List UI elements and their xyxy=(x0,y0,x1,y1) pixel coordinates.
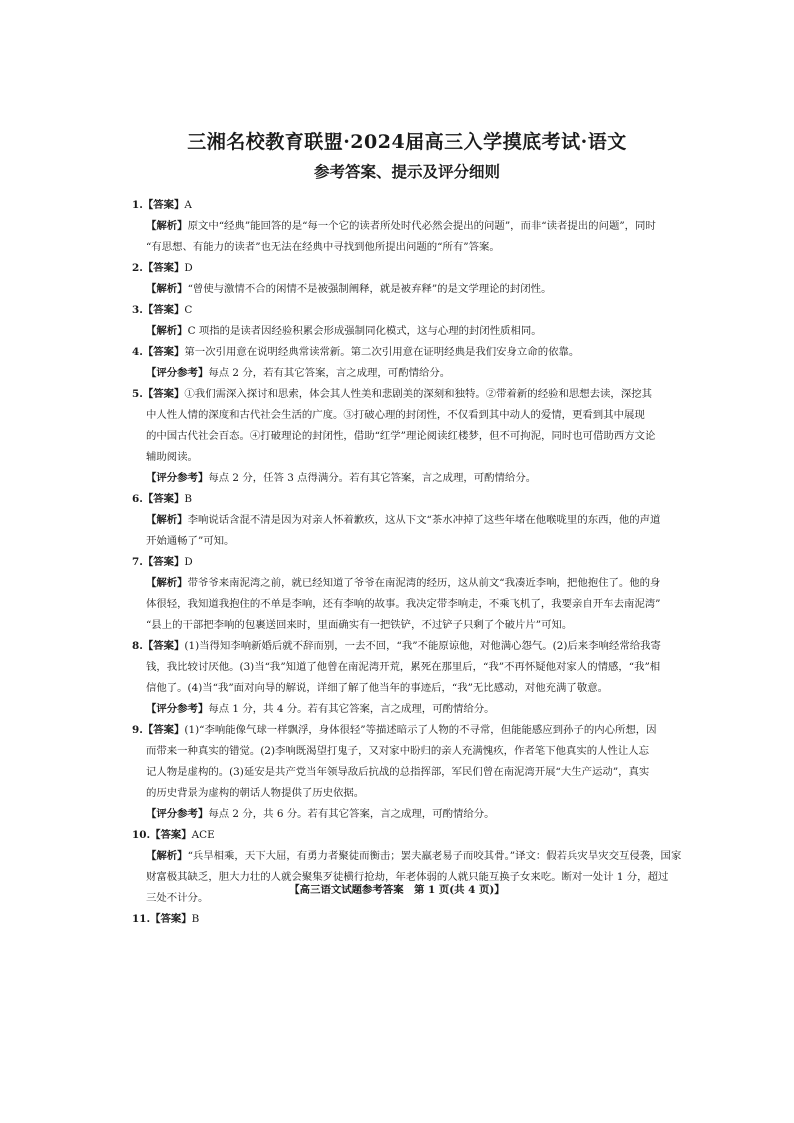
line-text: A xyxy=(184,199,192,211)
line-text: 原文中“经典”能回答的是“每一个它的读者所处时代必然会提出的问题”，而非“读者提出的问题”，同时 xyxy=(187,220,656,232)
line-lead: 7.【答案】 xyxy=(132,556,185,568)
answer-line xyxy=(132,468,682,489)
answer-line xyxy=(132,615,682,636)
answer-line xyxy=(132,531,682,552)
answer-line xyxy=(132,678,682,699)
page-title: 三湘名校教育联盟·2024届高三入学摸底考试·语文 xyxy=(187,131,627,153)
line-lead: 【解析】 xyxy=(146,577,188,589)
line-text: 钱，我比较讨厌他。(3)当“我”知道了他曾在南泥湾开荒，累死在那里后，“我”不再怀疑他对家人的情感，“我”相 xyxy=(146,661,661,673)
line-lead: 1.【答案】 xyxy=(132,199,185,211)
line-lead: 【解析】 xyxy=(146,850,188,862)
answer-line xyxy=(132,657,682,678)
answer-line xyxy=(132,699,682,720)
line-text: D xyxy=(184,262,193,274)
line-text: “曾使与激情不合的闲情不是被强制阐释，就是被弃释”的是文学理论的封闭性。 xyxy=(187,283,552,295)
line-lead: 4.【答案】 xyxy=(132,346,185,358)
line-lead: 【解析】 xyxy=(146,220,188,232)
line-text: 信他了。(4)当“我”面对向导的解说，详细了解了他当年的事迹后，“我”无比感动，对他充满了敬意。 xyxy=(146,682,608,694)
answer-line xyxy=(132,363,682,384)
line-text: C xyxy=(184,304,193,316)
answer-line xyxy=(132,216,682,237)
line-text: ①我们需深入探讨和思索，体会其人性美和悲剧美的深刻和独特。②带着新的经验和思想去读，深挖其 xyxy=(184,388,652,400)
answer-line xyxy=(132,489,682,510)
line-lead: 【解析】 xyxy=(146,283,188,295)
answer-line xyxy=(132,258,682,279)
answer-line xyxy=(132,825,682,846)
answer-line xyxy=(132,384,682,405)
line-text: 每点 2 分，共 6 分。若有其它答案，言之成理，可酌情给分。 xyxy=(208,808,495,820)
answer-line xyxy=(132,846,682,867)
line-text: 第一次引用意在说明经典常读常新。第二次引用意在证明经典是我们安身立命的依靠。 xyxy=(184,346,580,358)
line-text: 而带来一种真实的错觉。(2)李响既渴望打鬼子，又对家中盼归的亲人充满愧疚，作者笔下他真实的人性让人忘 xyxy=(146,745,650,757)
line-text: 每点 2 分，任答 3 点得满分。若有其它答案，言之成理，可酌情给分。 xyxy=(208,472,537,484)
line-text: 记人物是虚构的。(3)延安是共产党当年领导敌后抗战的总指挥部，军民们曾在南泥湾开展“大生产运动”，真实 xyxy=(146,766,650,778)
answer-line xyxy=(132,720,682,741)
answer-line xyxy=(132,342,682,363)
line-lead: 【解析】 xyxy=(146,514,188,526)
line-lead: 【评分参考】 xyxy=(146,703,209,715)
line-text: “兵旱相乘，天下大屈，有勇力者聚徒而衡击；罢夫羸老易子而咬其骨。”译文：假若兵灾旱灾交互侵袭，国家 xyxy=(187,850,682,862)
line-text: 带爷爷来南泥湾之前，就已经知道了爷爷在南泥湾的经历，这从前文“我凑近李响，把他抱住了。他的身 xyxy=(187,577,661,589)
line-text: B xyxy=(184,493,193,505)
line-text: “有思想、有能力的读者”也无法在经典中寻找到他所提出问题的“所有”答案。 xyxy=(146,241,500,253)
line-lead: 5.【答案】 xyxy=(132,388,185,400)
line-lead: 3.【答案】 xyxy=(132,304,185,316)
answer-line xyxy=(132,405,682,426)
line-text: C 项指的是读者因经验积累会形成强制同化模式，这与心理的封闭性质相同。 xyxy=(187,325,542,337)
line-text: 体很轻，我知道我抱住的不单是李响，还有李响的故事。我决定带李响走，不乘飞机了，我要亲自开车去南泥湾” xyxy=(146,598,661,610)
line-text: (1)“李响能像气球一样飘浮，身体很轻”等描述暗示了人物的不寻常，但能能感应到孙子的内心所想，因 xyxy=(184,724,657,736)
line-lead: 【评分参考】 xyxy=(146,808,209,820)
line-text: 李响说话含混不清是因为对亲人怀着歉疚，这从下文“茶水冲掉了这些年堵在他喉咙里的东西，他的声道 xyxy=(187,514,661,526)
answer-line xyxy=(132,300,682,321)
line-text: 的历史背景为虚构的朝话人物提供了历史依据。 xyxy=(146,787,365,799)
answer-line xyxy=(132,321,682,342)
line-lead: 【评分参考】 xyxy=(146,472,209,484)
answer-line xyxy=(132,804,682,825)
line-lead: 10.【答案】 xyxy=(132,829,192,841)
line-lead: 【评分参考】 xyxy=(146,367,209,379)
line-text: (1)当得知李响新婚后就不辞而别，一去不回，“我”不能原谅他，对他满心怨气。(2)后来李响经常给我寄 xyxy=(184,640,661,652)
answer-line xyxy=(132,237,682,258)
line-text: 的中国古代社会百态。④打破理论的封闭性，借助“红学”理论阅读红楼梦，但不可拘泥，同时也可借助西方文论 xyxy=(146,430,656,442)
line-lead: 11.【答案】 xyxy=(132,913,192,925)
answer-line xyxy=(132,741,682,762)
answer-line xyxy=(132,909,682,930)
answer-line xyxy=(132,195,682,216)
answer-line xyxy=(132,783,682,804)
line-text: 三处不计分。 xyxy=(146,892,209,904)
answer-line xyxy=(132,426,682,447)
answer-body xyxy=(132,195,682,930)
answer-line xyxy=(132,573,682,594)
line-text: 财富极其缺乏，胆大力壮的人就会聚集歹徒横行抢劫，年老体弱的人就只能互换子女来吃。断对一处计 1 分，超过 xyxy=(146,871,669,883)
line-text: 中人性人情的深度和古代社会生活的广度。③打破心理的封闭性，不仅看到其中动人的爱情，更看到其中展现 xyxy=(146,409,645,421)
answer-line xyxy=(132,552,682,573)
line-lead: 6.【答案】 xyxy=(132,493,185,505)
line-text: 开始通畅了”可知。 xyxy=(146,535,235,547)
line-text: D xyxy=(184,556,193,568)
line-text: ACE xyxy=(191,829,215,841)
line-lead: 【解析】 xyxy=(146,325,188,337)
line-lead: 8.【答案】 xyxy=(132,640,185,652)
answer-line xyxy=(132,447,682,468)
page-subtitle: 参考答案、提示及评分细则 xyxy=(313,162,500,181)
line-text: 每点 1 分，共 4 分。若有其它答案，言之成理，可酌情给分。 xyxy=(208,703,495,715)
page-footer: 【高三语文试题参考答案 第 1 页(共 4 页)】 xyxy=(289,884,505,896)
answer-line xyxy=(132,762,682,783)
answer-line xyxy=(132,510,682,531)
answer-line xyxy=(132,594,682,615)
answer-line xyxy=(132,636,682,657)
line-lead: 2.【答案】 xyxy=(132,262,185,274)
line-text: “县上的干部把李响的包裹送回来时，里面确实有一把铁铲，不过铲子只剩了个破片片”可知。 xyxy=(146,619,573,631)
line-text: 每点 2 分，若有其它答案，言之成理，可酌情给分。 xyxy=(208,367,451,379)
answer-line xyxy=(132,279,682,300)
line-text: 辅助阅读。 xyxy=(146,451,198,463)
line-lead: 9.【答案】 xyxy=(132,724,185,736)
line-text: B xyxy=(191,913,200,925)
